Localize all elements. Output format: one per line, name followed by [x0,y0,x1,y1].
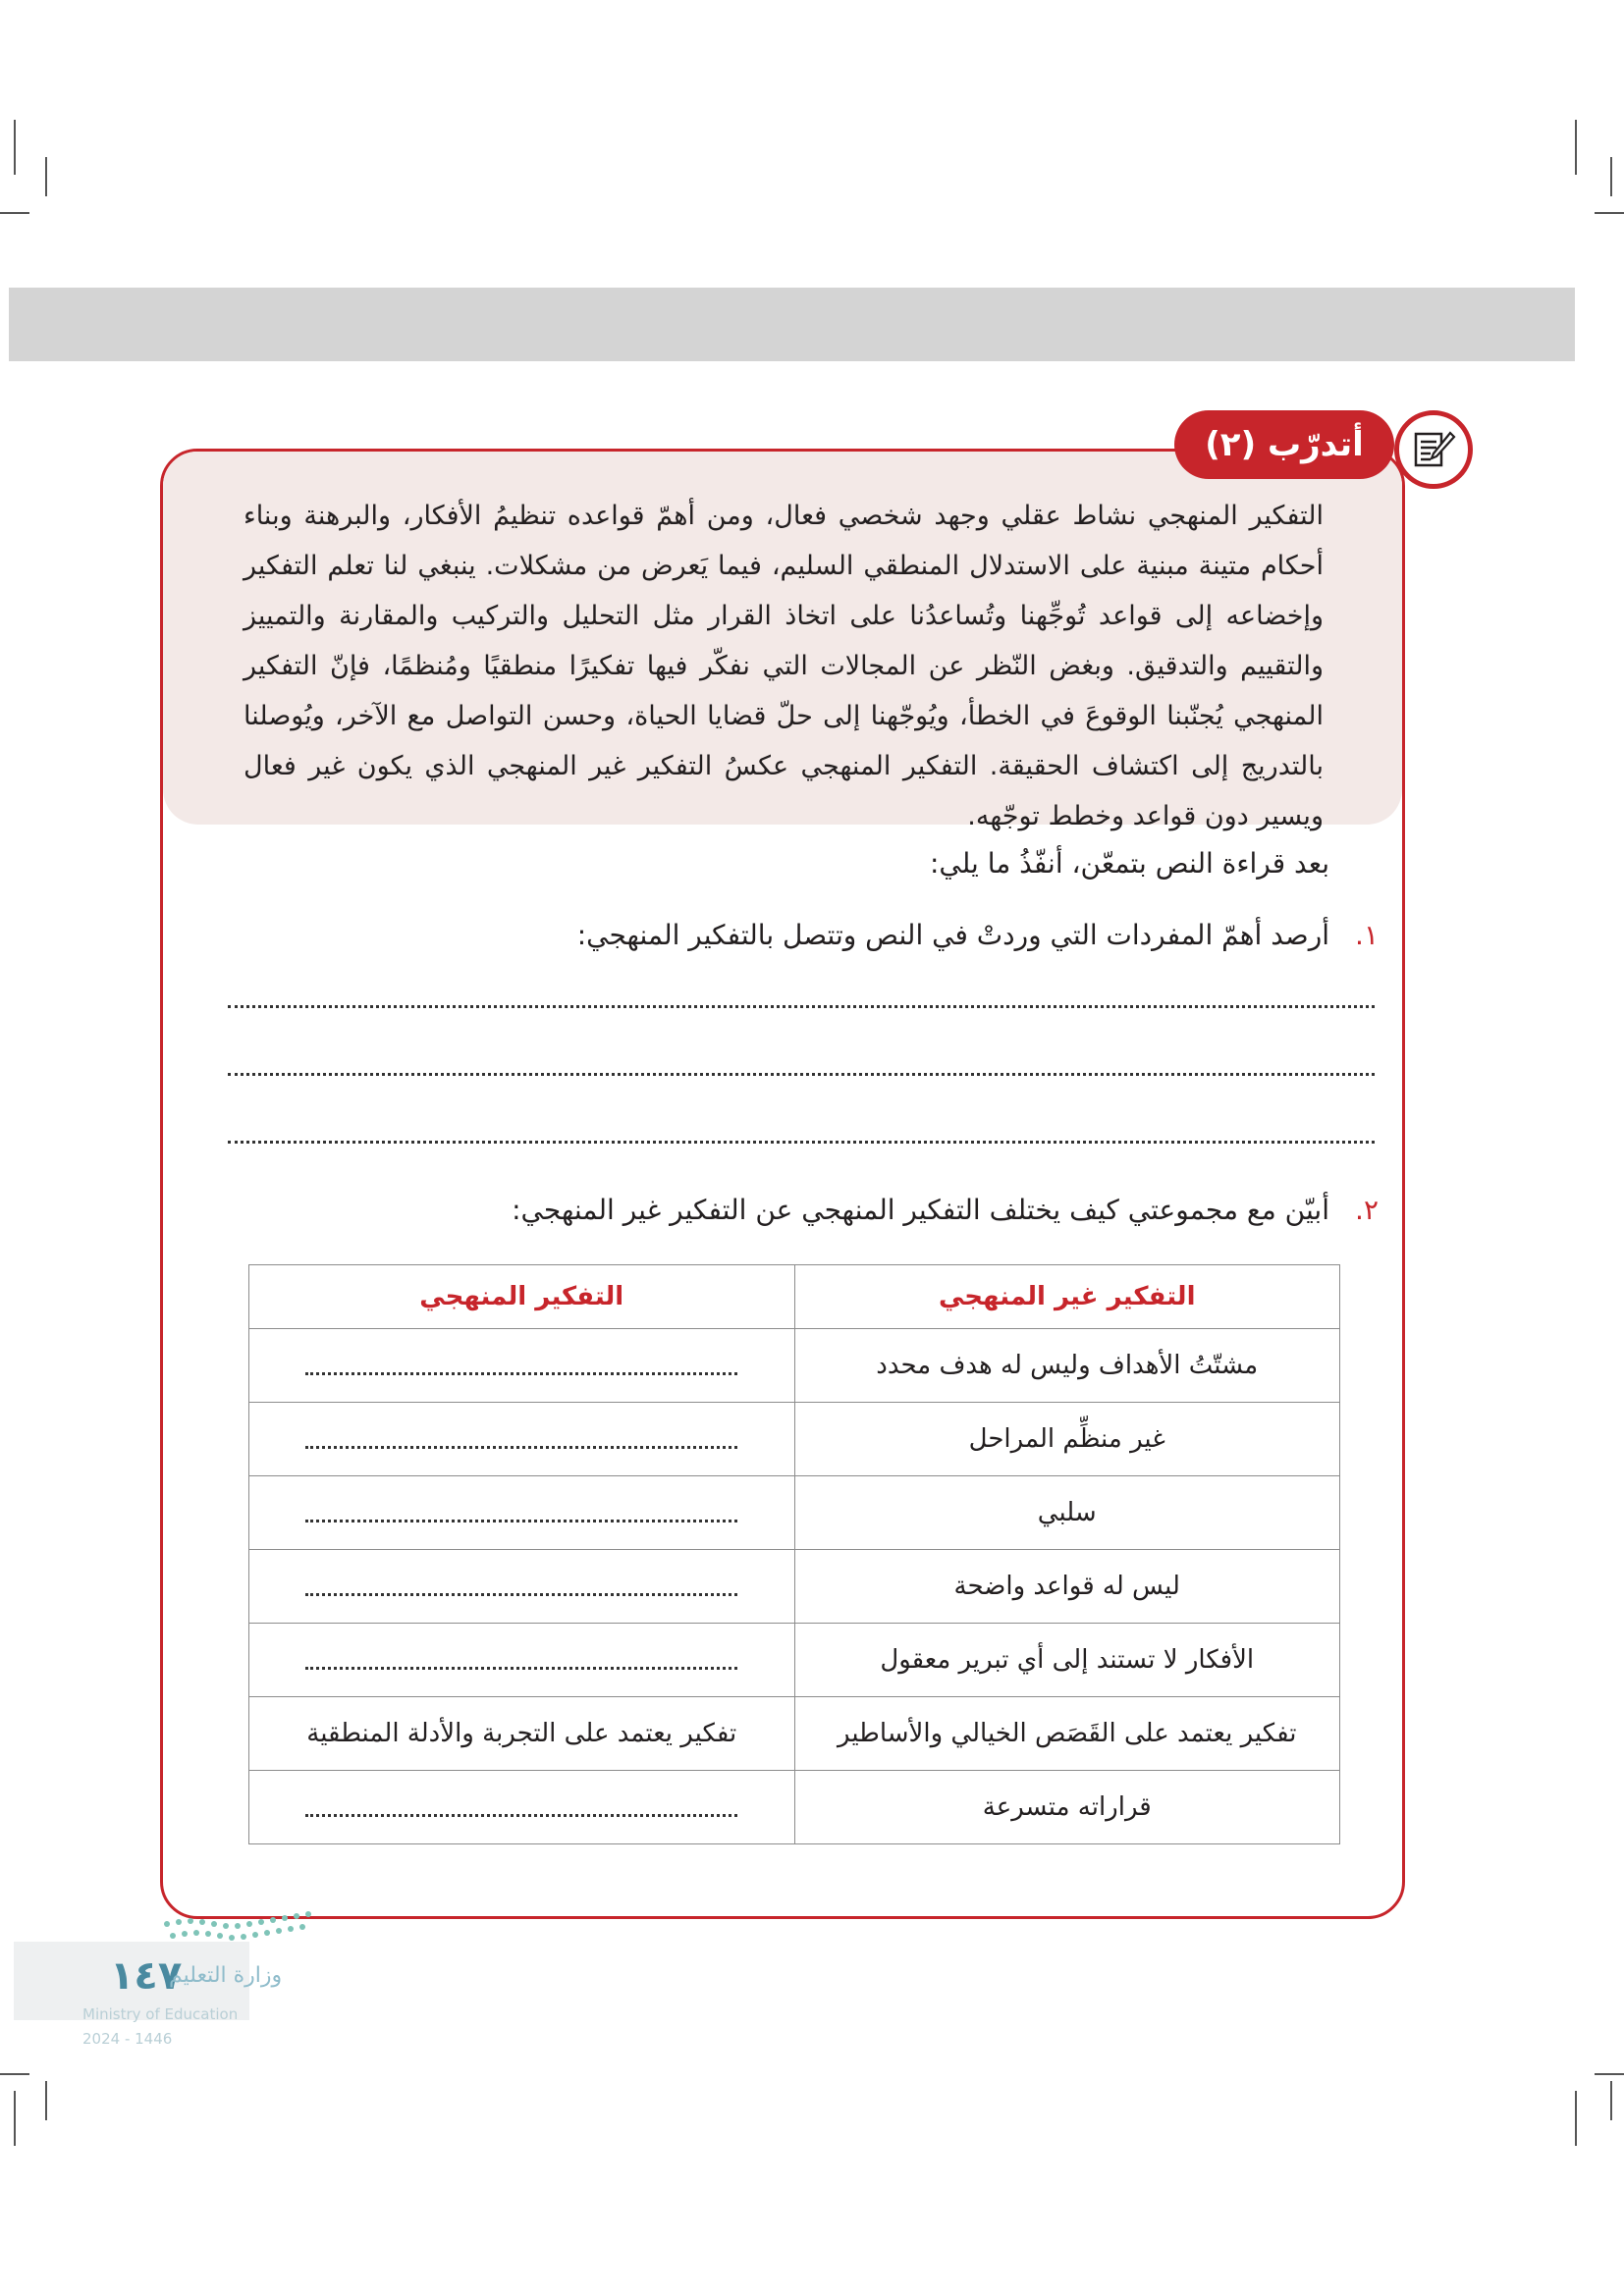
answer-line[interactable] [228,1073,1375,1076]
answer-line[interactable] [305,1357,737,1375]
table-row [249,1550,1340,1624]
table-row [249,1697,1340,1771]
crop-mark [1595,2073,1624,2075]
notepad-pencil-icon [1394,410,1473,489]
comparison-table [248,1264,1340,1844]
answer-line[interactable] [305,1651,737,1670]
table-cell: ليس له قواعد واضحة [794,1550,1340,1624]
crop-mark [14,120,16,175]
column-header: التفكير المنهجي [249,1265,795,1329]
crop-mark [14,2091,16,2146]
crop-mark [1575,2091,1577,2146]
answer-line[interactable] [228,1005,1375,1008]
column-header: التفكير غير المنهجي [794,1265,1340,1329]
answer-line[interactable] [305,1430,737,1449]
answer-cell[interactable] [249,1329,795,1403]
question-1: أرصد أهمّ المفردات التي وردتْ في النص وتتصل بالتفكير المنهجي: [576,919,1329,951]
crop-mark [1575,120,1577,175]
answer-cell[interactable] [249,1624,795,1697]
edition-year: 2024 - 1446 [82,2030,173,2048]
answer-cell[interactable] [249,1403,795,1476]
table-cell: تفكير يعتمد على التجربة والأدلة المنطقية [249,1697,795,1771]
header-band [9,288,1575,361]
answer-line[interactable] [228,1141,1375,1144]
table-row [249,1624,1340,1697]
crop-mark [0,212,29,214]
table-cell: مشتّتُ الأهداف وليس له هدف محدد [794,1329,1340,1403]
crop-mark [45,2081,47,2120]
question-1-number: ١. [1355,919,1379,951]
ministry-logo-dots-icon [157,1904,324,1951]
answer-cell[interactable] [249,1550,795,1624]
answer-line[interactable] [305,1504,737,1522]
question-2-number: ٢. [1355,1194,1379,1226]
table-cell: تفكير يعتمد على القَصَص الخيالي والأساطير [794,1697,1340,1771]
crop-mark [0,2073,29,2075]
answer-line[interactable] [305,1798,737,1817]
exercise-title-text: أتدرّب (٢) [1205,425,1364,464]
table-row [249,1771,1340,1844]
answer-line[interactable] [305,1577,737,1596]
passage-text: التفكير المنهجي نشاط عقلي وجهد شخصي فعال، ومن أهمّ قواعده تنظيمُ الأفكار، والبرهنة وبناء أحكام متينة مبنية على الاستدلال المنطقي السليم، فيما يَعرض من مشكلات. ينبغي لنا تعلم التفكير وإخضاعه إلى قواعد تُوجِّهنا وتُساعدُنا على اتخاذ القرار مثل التحليل والتركيب والمقارنة والتمييز والتقييم والتدقيق. وبغض النّظر عن المجالات التي نفكّر فيها تفكيرًا منطقيًا ومُنظمًا، فإنّ التفكير المنهجي يُجنّبنا الوقوعَ في الخطأ، ويُوجّهنا إلى حلّ قضايا الحياة، وحسن التواصل مع الآخر، ويُوصلنا بالتدريج إلى اكتشاف الحقيقة. التفكير المنهجي عكسُ التفكير غير المنهجي الذي يكون غير فعال ويسير دون قواعد وخطط توجّهه. [244,501,1324,831]
table-row [249,1329,1340,1403]
table-cell: سلبي [794,1476,1340,1550]
table-cell: قراراته متسرعة [794,1771,1340,1844]
question-2: أبيّن مع مجموعتي كيف يختلف التفكير المنهجي عن التفكير غير المنهجي: [512,1194,1329,1226]
table-row [249,1476,1340,1550]
crop-mark [1595,212,1624,214]
page-number: ١٤٧ [110,1953,183,1999]
exercise-title [1174,410,1394,479]
crop-mark [1610,2081,1612,2120]
ministry-name-ar: وزارة التعليم [169,1963,283,1988]
instruction: بعد قراءة النص بتمعّن، أنفّذُ ما يلي: [930,847,1329,880]
passage-box [163,452,1402,831]
table-row [249,1403,1340,1476]
crop-mark [45,157,47,196]
table-cell: الأفكار لا تستند إلى أي تبرير معقول [794,1624,1340,1697]
table-cell: غير منظِّم المراحل [794,1403,1340,1476]
crop-mark [1610,157,1612,196]
answer-cell[interactable] [249,1476,795,1550]
ministry-name-en: Ministry of Education [82,2005,239,2023]
answer-cell[interactable] [249,1771,795,1844]
